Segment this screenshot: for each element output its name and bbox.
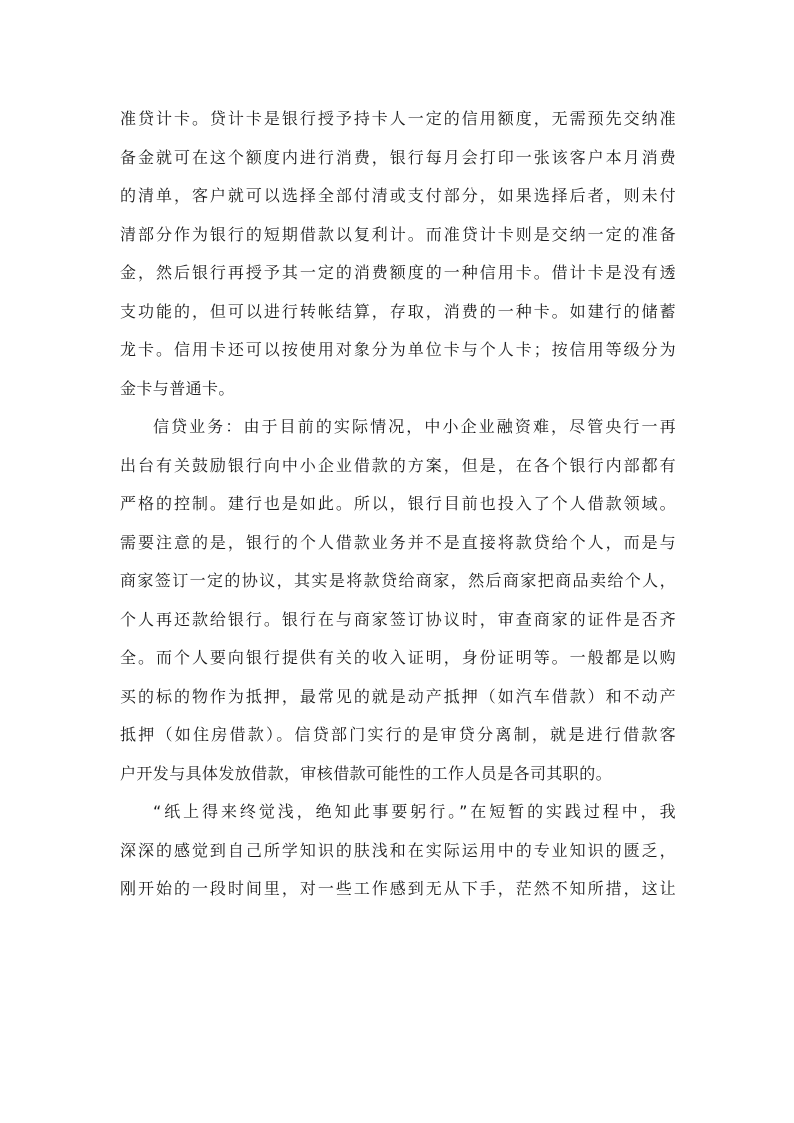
text-line: 全。而个人要向银行提供有关的收入证明，身份证明等。一般都是以购	[120, 648, 676, 667]
text-line: 深深的感觉到自己所学知识的肤浅和在实际运用中的专业知识的匮乏，	[120, 840, 676, 860]
text-line: 个人再还款给银行。银行在与商家签订协议时，审查商家的证件是否齐	[120, 609, 676, 629]
text-line: 金，然后银行再授予其一定的消费额度的一种信用卡。借计卡是没有透	[120, 263, 676, 282]
text-line: 清部分作为银行的短期借款以复利计。而准贷计卡则是交纳一定的准备	[120, 224, 676, 244]
paragraph-reflection	[120, 793, 676, 909]
text-line: 商家签订一定的协议，其实是将款贷给商家，然后商家把商品卖给个人，	[120, 571, 676, 590]
text-line: 准贷计卡。贷计卡是银行授予持卡人一定的信用额度，无需预先交纳准	[120, 109, 676, 128]
text-line: 信贷业务：由于目前的实际情况，中小企业融资难，尽管央行一再	[153, 417, 676, 436]
text-line: “纸上得来终觉浅，绝知此事要躬行。”在短暂的实践过程中，我	[153, 802, 676, 821]
text-line: 的清单，客户就可以选择全部付清或支付部分，如果选择后者，则未付	[120, 186, 676, 205]
text-line: 支功能的，但可以进行转帐结算，存取，消费的一种卡。如建行的储蓄	[120, 301, 676, 321]
text-line: 买的标的物作为抵押，最常见的就是动产抵押（如汽车借款）和不动产	[120, 686, 676, 706]
text-line: 户开发与具体发放借款，审核借款可能性的工作人员是各司其职的。	[120, 763, 613, 783]
text-line: 备金就可在这个额度内进行消费，银行每月会打印一张该客户本月消费	[120, 147, 676, 167]
paragraph-credit-card-types	[120, 100, 676, 408]
text-line: 需要注意的是，银行的个人借款业务并不是直接将款贷给个人，而是与	[120, 532, 676, 552]
paragraph-credit-business	[120, 408, 676, 793]
text-line: 金卡与普通卡。	[120, 378, 235, 398]
text-line: 刚开始的一段时间里，对一些工作感到无从下手，茫然不知所措，这让	[120, 879, 676, 898]
text-line: 抵押（如住房借款）。信贷部门实行的是审贷分离制，就是进行借款客	[120, 725, 676, 744]
text-line: 出台有关鼓励银行向中小企业借款的方案，但是，在各个银行内部都有	[120, 455, 676, 475]
document-body	[120, 100, 676, 909]
text-line: 龙卡。信用卡还可以按使用对象分为单位卡与个人卡；按信用等级分为	[120, 340, 676, 359]
text-line: 严格的控制。建行也是如此。所以，银行目前也投入了个人借款领域。	[120, 494, 676, 513]
